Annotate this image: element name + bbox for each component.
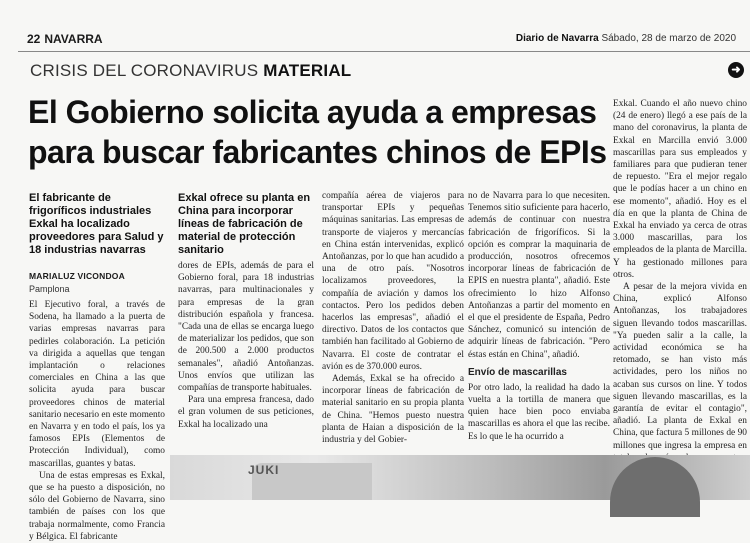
paragraph: Para una empresa francesa, dado el gran volumen de sus peticiones, Exkal ha localizado una xyxy=(178,395,314,430)
article-photo xyxy=(170,455,750,500)
issue-date: Sábado, 28 de marzo de 2020 xyxy=(601,33,736,44)
lede: El fabricante de frigoríficos industriales Exkal ha localizado proveedores para Salud y 18 industrias navarras xyxy=(29,192,164,256)
paragraph: compañía aérea de viajeros para transportar EPIs y pequeñas máquinas sanitarias. Las empresas de transporte de viajeros y mercancías en China están intervenidas, explicó Antoñanzas, por lo que han acudido a una de otro país. "Nosotros localizamos proveedores, la compañía de aviación y damos los contactos. Pero los pedidos deben hacerlos las empresas", añadió el directivo. Datos de los contactos que también han facilitado al Gobierno de Navarra. El coste de contratar el avión es de 370.000 euros. xyxy=(322,191,464,372)
paragraph: Por otro lado, la realidad ha dado la vuelta a la tortilla de manera que quien hace bien poco enviaba mascarillas es ahora el que las recibe. Es lo que le ha ocurrido a xyxy=(468,382,610,442)
paragraph: no de Navarra para lo que necesiten. Tenemos sitio suficiente para hacerlo, además de continuar con nuestra fabricación de frigoríficos. Si la opción es comprar la maquinaria de producción, nosotros ofrecemos incorporar líneas de fabricación de EPIS en nuestra planta", añadió. Este ofrecimiento lo hizo Alfonso Antoñanzas a partir del momento en el que el presidente de España, Pedro Sánchez, comunicó su intención de adquirir líneas de fabricación. "Pero éstas están en China", añadió. xyxy=(468,191,610,360)
article-column-5 xyxy=(613,98,747,489)
article-column-2 xyxy=(178,260,314,431)
newspaper-name: Diario de Navarra xyxy=(515,33,599,44)
kicker-topic: MATERIAL xyxy=(263,61,352,80)
machine-brand-label: JUKI xyxy=(248,463,280,477)
article-column-1 xyxy=(29,299,165,543)
worker-figure xyxy=(610,457,700,517)
header-rule xyxy=(18,51,750,52)
byline-place: Pamplona xyxy=(29,284,70,294)
subheadline: Exkal ofrece su planta en China para incorporar líneas de fabricación de material de protección sanitario xyxy=(178,192,311,256)
byline-author: MARIALUZ VICONDOA xyxy=(29,271,125,281)
paragraph: A pesar de la mejora vivida en China, explicó Alfonso Antoñanzas, los trabajadores siguen llevando todos mascarillas. "Ya pueden salir a la calle, la actividad económica se ha retomado, se han visto más actividades, pero los niños no acaban sus cursos on line. Y todos siguen llevando mascarillas, es la garantía de evitar el contagio", añadió. La planta de Exkal en China, que factura 5 millones de 90 millones que ingresa la empresa en xyxy=(613,282,747,451)
page-number-value: 22 xyxy=(27,32,41,46)
kicker-prefix: CRISIS DEL CORONAVIRUS xyxy=(30,61,259,80)
paragraph: Exkal. Cuando el año nuevo chino (24 de enero) llegó a ese país de la mano del coronavirus, la planta de Exkal en Marcilla envió 3.000 mascarillas para sus empleados y familiares para que pudieran tener de repuesto. "Era el mejor regalo que le podías hacer a un chino en ese momento", añadió. Hoy es el día en que la planta de China de Exkal ha enviado ya cerca de otras 3.000 mascarillas, para los empleados de la planta de Marcilla. Y ha gestionado millones para otros. xyxy=(613,99,747,280)
headline: El Gobierno solicita ayuda a empresas para buscar fabricantes chinos de EPIs xyxy=(28,94,607,170)
kicker xyxy=(30,61,351,81)
paragraph: Una de estas empresas es Exkal, que se ha puesto a disposición, no sólo del Gobierno de Navarra, sino también de países con los que trabaja normalmente, como Francia y Bélgica. El fabricante xyxy=(29,470,165,542)
section-subhead: Envío de mascarillas xyxy=(468,366,567,378)
article-column-3 xyxy=(322,190,464,446)
article-column-4 xyxy=(468,190,610,443)
arrow-right-icon: ➜ xyxy=(728,62,744,78)
paragraph: dores de EPIs, además de para el Gobierno foral, para 18 industrias navarras, para multinacionales y para empresas de la gran distribución española y francesa. "Cada una de ellas se encarga luego de materializar los pedidos, que son de 200.500 a 2.000 productos semanales", añadió Antoñanzas. Unos envíos que utilizan las compañías de transporte habituales. xyxy=(178,261,314,394)
masthead xyxy=(516,33,736,44)
paragraph: Además, Exkal se ha ofrecido a incorporar líneas de fabricación de material sanitario en su propia planta de China. "Hemos puesto nuestra planta de Haian a disposición de la industria y del Gobier- xyxy=(322,374,464,446)
page-header xyxy=(18,30,750,50)
page-number xyxy=(27,32,103,46)
paragraph: El Ejecutivo foral, a través de Sodena, ha llamado a la puerta de varias empresas navarras para pedirles colaboración. La petición va dirigida a aquellas que tengan implantación o relaciones comerciales en China a las que solicita ayuda para buscar proveedores chinos de material sanitario necesario en este momento en Navarra y en todo el país, los ya famosos EPIs (Elementos de Protección Individual), como mascarillas, guantes y batas. xyxy=(29,300,165,469)
section-name: NAVARRA xyxy=(44,32,103,46)
